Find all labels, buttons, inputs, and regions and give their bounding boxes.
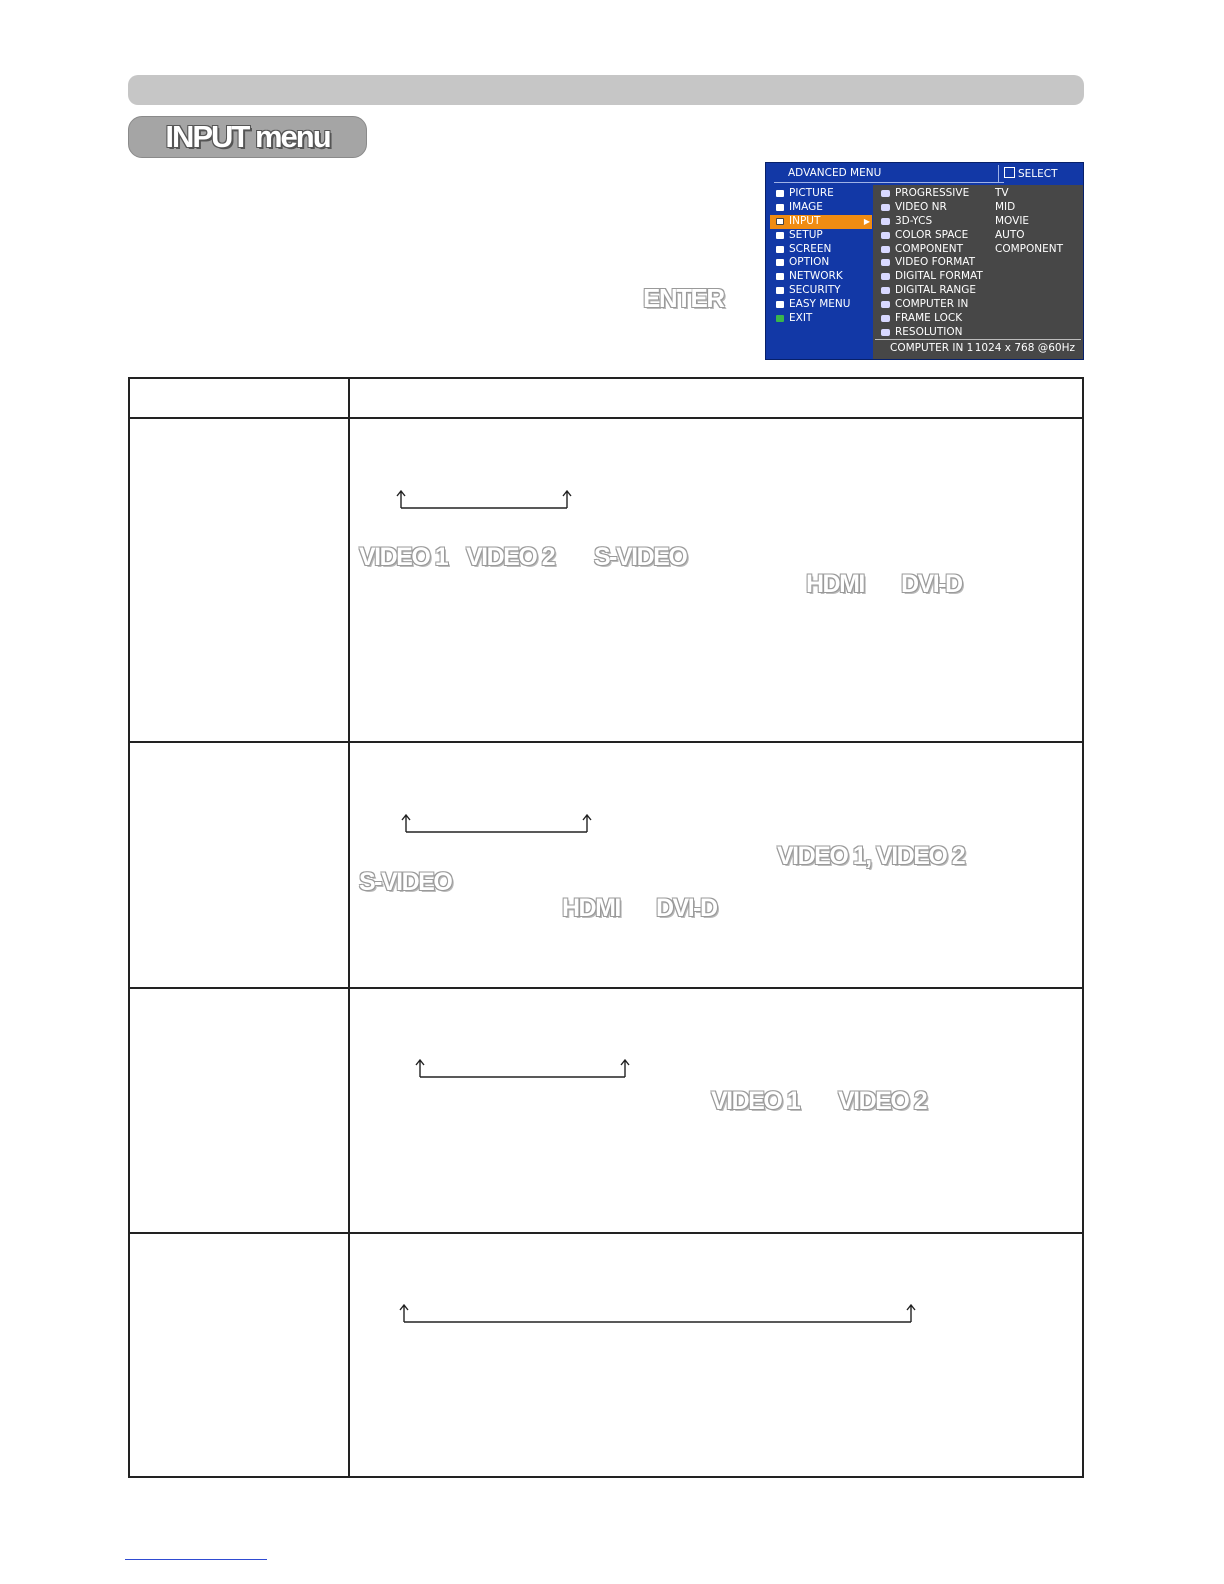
- input-source-label: VIDEO 1: [359, 543, 448, 571]
- osd-header-divider: [998, 165, 999, 183]
- osd-menu-item-label: EXIT: [789, 312, 813, 325]
- osd-menu-item-label: EASY MENU: [789, 298, 851, 311]
- osd-submenu-item-label: COMPONENT: [895, 242, 964, 255]
- cycle-arrow: [400, 812, 596, 836]
- table-column-divider: [348, 377, 350, 1478]
- osd-menu-item-label: SETUP: [789, 228, 823, 241]
- osd-title-underline: [774, 182, 1004, 183]
- osd-submenu-item-value: COMPONENT: [995, 242, 1064, 255]
- osd-submenu-item-label: COMPUTER IN: [895, 298, 969, 311]
- footer-link-underline[interactable]: [125, 1559, 267, 1560]
- osd-submenu-item-label: PROGRESSIVE: [895, 187, 970, 199]
- osd-submenu-item-label: 3D-YCS: [895, 214, 933, 227]
- osd-menu-item-input[interactable]: [770, 215, 872, 229]
- osd-submenu-item-progressive[interactable]: [877, 187, 1082, 201]
- osd-title: ADVANCED MENU: [788, 167, 882, 179]
- input-source-label: S-VIDEO: [594, 543, 687, 571]
- osd-menu-item-security[interactable]: [770, 284, 872, 298]
- page-title-text: INPUT menu: [165, 119, 330, 154]
- picture-icon: [776, 190, 784, 197]
- osd-submenu-item-digital-format[interactable]: [877, 270, 1082, 284]
- screen-icon: [776, 246, 784, 253]
- cycle-arrow: [398, 1302, 922, 1326]
- option-icon: [776, 259, 784, 266]
- table-row-divider: [128, 741, 1084, 743]
- image-icon: [776, 204, 784, 211]
- input-source-label: DVI-D: [901, 570, 962, 598]
- osd-submenu-item-computer-in[interactable]: [877, 298, 1082, 312]
- osd-submenu-item-label: VIDEO NR: [895, 200, 947, 213]
- osd-submenu-item-label: VIDEO FORMAT: [895, 256, 976, 269]
- osd-menu-item-label: PICTURE: [789, 187, 834, 199]
- input-source-label: VIDEO 1: [711, 1087, 800, 1115]
- input-source-label: VIDEO 2: [838, 1087, 927, 1115]
- network-icon: [776, 273, 784, 280]
- osd-submenu-item-value: MOVIE: [995, 214, 1030, 227]
- osd-submenu-item-label: DIGITAL FORMAT: [895, 270, 983, 283]
- cycle-arrow-icon: [398, 1302, 922, 1326]
- osd-submenu-item-video-nr[interactable]: [877, 201, 1082, 215]
- table-row-divider: [128, 987, 1084, 989]
- submenu-item-icon: [881, 218, 890, 225]
- osd-menu-item-label: INPUT: [789, 214, 821, 227]
- exit-icon: [776, 315, 784, 322]
- osd-select-label: SELECT: [1018, 168, 1058, 180]
- osd-submenu-item-label: RESOLUTION: [895, 325, 963, 338]
- osd-status-resolution: 1024 x 768 @60Hz: [974, 342, 1075, 354]
- osd-menu-item-label: NETWORK: [789, 270, 843, 283]
- osd-submenu-item-value: TV: [995, 187, 1009, 199]
- submenu-item-icon: [881, 301, 890, 308]
- cycle-arrow: [396, 488, 576, 512]
- input-source-label: HDMI: [806, 570, 864, 598]
- osd-menu-item-label: SECURITY: [789, 284, 841, 297]
- submenu-item-icon: [881, 232, 890, 239]
- osd-menu-item-label: SCREEN: [789, 242, 832, 255]
- osd-submenu-item-3d-ycs[interactable]: [877, 215, 1082, 229]
- osd-menu-item-image[interactable]: [770, 201, 872, 215]
- security-icon: [776, 287, 784, 294]
- osd-input-submenu: [873, 185, 1084, 360]
- osd-select-hint: [1004, 167, 1058, 180]
- submenu-item-icon: [881, 204, 890, 211]
- osd-menu-item-picture[interactable]: [770, 187, 872, 201]
- osd-submenu-item-video-format[interactable]: [877, 256, 1082, 270]
- input-source-label: S-VIDEO: [359, 868, 452, 896]
- cycle-arrow-icon: [400, 812, 596, 836]
- enter-key-label: ENTER: [643, 283, 724, 313]
- page-title: [128, 116, 367, 158]
- input-source-label: VIDEO 1, VIDEO 2: [777, 842, 965, 870]
- table-row-divider: [128, 1232, 1084, 1234]
- osd-submenu-item-resolution[interactable]: [877, 326, 1082, 340]
- submenu-item-icon: [881, 315, 890, 322]
- osd-menu-item-network[interactable]: [770, 270, 872, 284]
- osd-menu-item-easy-menu[interactable]: [770, 298, 872, 312]
- input-icon: [776, 218, 784, 225]
- advanced-menu-osd: [765, 162, 1084, 360]
- osd-submenu-list: [877, 187, 1082, 340]
- cycle-arrow-icon: [414, 1057, 634, 1081]
- easy-menu-icon: [776, 301, 784, 308]
- osd-submenu-item-color-space[interactable]: [877, 229, 1082, 243]
- submenu-item-icon: [881, 246, 890, 253]
- section-header-bar: [128, 75, 1084, 105]
- input-source-label: HDMI: [562, 894, 620, 922]
- setup-icon: [776, 232, 784, 239]
- osd-menu-item-label: OPTION: [789, 256, 830, 269]
- osd-submenu-item-digital-range[interactable]: [877, 284, 1082, 298]
- input-source-label: VIDEO 2: [466, 543, 555, 571]
- submenu-item-icon: [881, 329, 890, 336]
- input-source-label: DVI-D: [656, 894, 717, 922]
- osd-status-source: COMPUTER IN 1: [890, 342, 974, 354]
- submenu-item-icon: [881, 190, 890, 197]
- osd-menu-item-exit[interactable]: [770, 312, 872, 326]
- osd-submenu-item-label: COLOR SPACE: [895, 228, 969, 241]
- osd-submenu-item-label: DIGITAL RANGE: [895, 284, 977, 297]
- cycle-arrow-icon: [396, 488, 576, 512]
- osd-submenu-item-frame-lock[interactable]: [877, 312, 1082, 326]
- submenu-item-icon: [881, 273, 890, 280]
- osd-menu-item-label: IMAGE: [789, 200, 823, 213]
- osd-submenu-item-component[interactable]: [877, 243, 1082, 257]
- cycle-arrow: [414, 1057, 634, 1081]
- submenu-arrow-icon: ▶: [863, 216, 870, 226]
- submenu-item-icon: [881, 259, 890, 266]
- osd-header: [766, 163, 1083, 185]
- submenu-item-icon: [881, 287, 890, 294]
- osd-menu-item-setup[interactable]: [770, 229, 872, 243]
- osd-submenu-item-label: FRAME LOCK: [895, 312, 963, 325]
- osd-main-menu: [770, 187, 872, 326]
- osd-submenu-item-value: MID: [995, 200, 1016, 213]
- osd-status-bar: [875, 339, 1081, 357]
- osd-menu-item-screen[interactable]: [770, 243, 872, 257]
- osd-submenu-item-value: AUTO: [995, 228, 1025, 241]
- table-header-divider: [128, 417, 1084, 419]
- select-icon: [1004, 167, 1015, 178]
- osd-menu-item-option[interactable]: [770, 256, 872, 270]
